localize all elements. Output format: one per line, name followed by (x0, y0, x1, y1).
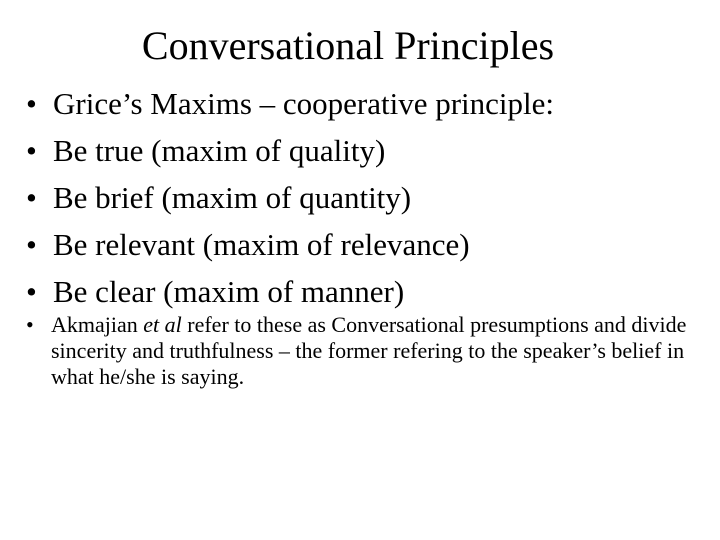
bullet-item (26, 80, 706, 127)
bullet-item (26, 221, 706, 268)
note-italic-term: et al (143, 312, 182, 337)
bullet-marker: • (26, 133, 37, 168)
note-text (26, 312, 696, 390)
bullet-text: Be clear (maxim of manner) (53, 274, 405, 309)
bullet-marker: • (26, 86, 37, 121)
bullet-text: Be brief (maxim of quantity) (53, 180, 412, 215)
slide-title: Conversational Principles (141, 23, 555, 68)
note-paragraph (26, 312, 696, 390)
bullet-text: Be true (maxim of quality) (53, 133, 386, 168)
bullet-text: Be relevant (maxim of relevance) (53, 227, 470, 262)
bullet-marker: • (26, 274, 37, 309)
bullet-item (26, 268, 706, 315)
bullet-marker: • (26, 227, 37, 262)
note-text-start: Akmajian (51, 312, 144, 337)
bullet-list (26, 80, 706, 315)
bullet-text: Grice’s Maxims – cooperative principle: (53, 86, 555, 121)
bullet-item (26, 174, 706, 221)
bullet-item (26, 127, 706, 174)
note-text-rest: refer to these as Conversational presumptions and divide sincerity and truthfulness – the former refering to the speaker’s belief in what he/she is saying. (51, 312, 687, 389)
note-bullet-marker: • (26, 312, 34, 337)
bullet-marker: • (26, 180, 37, 215)
